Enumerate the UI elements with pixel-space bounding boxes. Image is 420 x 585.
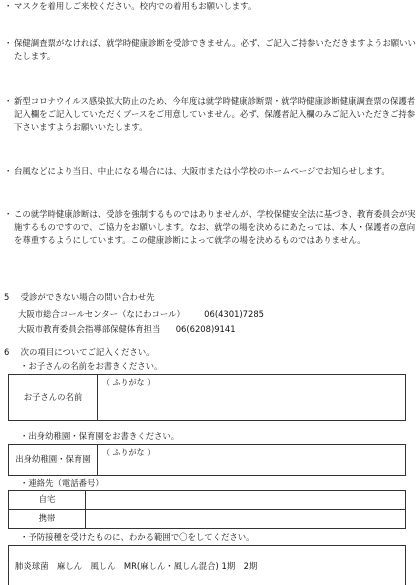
bullet-dot: ・	[4, 209, 13, 219]
phone-table	[8, 490, 406, 529]
contact-name: 大阪市教育委員会指導部保健体育担当	[18, 324, 161, 334]
notice-text: この就学時健康診断は、受診を強制するものではありませんが、学校保健安全法に基づき、教育委員会が実施するものですので、ご協力をお願いします。なお、就学の場を決めるにあたっては、本人・保護者の意向を尊重するようにしています。この健康診断によって就学の場を決めるものではありません。	[14, 209, 416, 246]
notice-covid	[4, 95, 416, 134]
contact-phone: 06(6208)9141	[175, 324, 236, 334]
notice-typhoon	[4, 165, 416, 178]
phone-instruction: ・連絡先（電話番号）	[20, 478, 104, 488]
section-title: 次の項目についてご記入ください。	[20, 347, 155, 357]
notice-health-survey	[4, 37, 416, 63]
bullet-dot: ・	[4, 38, 13, 48]
contact-phone: 06(4301)7285	[204, 309, 264, 319]
furigana-label: （ ふりがな ）	[102, 378, 156, 387]
notice-text: 台風などにより当日、中止になる場合には、大阪市または小学校のホームページでお知らせします。	[14, 166, 390, 176]
section-5-heading	[4, 291, 155, 304]
bullet-dot: ・	[4, 96, 13, 106]
kindergarten-table	[8, 444, 406, 476]
notice-text: マスクを着用しご来校ください。校内での着用もお願いします。	[14, 1, 257, 11]
child-name-table	[8, 374, 406, 421]
bullet-dot: ・	[4, 1, 13, 11]
section-number: 5	[4, 292, 10, 302]
kindergarten-label: 出身幼稚園・保育園	[9, 445, 98, 476]
section-6-heading	[4, 346, 155, 359]
kindergarten-field[interactable]	[98, 445, 406, 476]
child-name-label: お子さんの名前	[9, 375, 98, 421]
vaccination-box	[8, 545, 406, 585]
section-number: 6	[4, 347, 10, 357]
bullet-dot: ・	[4, 166, 13, 176]
contact-name: 大阪市総合コールセンター（なにわコール）	[18, 309, 185, 319]
section-title: 受診ができない場合の問い合わせ先	[20, 292, 155, 302]
notice-text: 新型コロナウイルス感染拡大防止のため、今年度は就学時健康診断票・就学時健康診断健康調査票の保護者記入欄をご記入していただくブースをご用意していません。必ず、保護者記入欄のみご記入いただきご持参下さいますようお願いいたします。	[14, 96, 416, 133]
child-name-instruction: ・お子さんの名前をお書きください。	[20, 361, 163, 371]
contact-call-center	[18, 308, 264, 321]
notice-not-compulsory	[4, 208, 416, 247]
child-name-field[interactable]	[98, 375, 406, 421]
mobile-phone-label: 携帯	[9, 510, 86, 529]
vaccination-list[interactable]: 肺炎球菌 麻しん 風しん MR(麻しん・風しん混合) 1期 2期	[15, 561, 258, 571]
kindergarten-instruction: ・出身幼稚園・保育園をお書きください。	[20, 431, 180, 441]
notice-mask	[4, 0, 416, 13]
furigana-label: （ ふりがな ）	[102, 448, 156, 457]
vaccination-instruction: ・予防接種を受けたものに、わかる範囲で〇をしてください。	[20, 532, 255, 542]
mobile-phone-field[interactable]	[86, 510, 406, 529]
home-phone-field[interactable]	[86, 491, 406, 510]
notice-text: 保健調査票がなければ、就学時健康診断を受診できません。必ず、ご記入ご持参いただきますようお願いいたします。	[14, 38, 416, 62]
contact-education-board	[18, 323, 236, 336]
home-phone-label: 自宅	[9, 491, 86, 510]
